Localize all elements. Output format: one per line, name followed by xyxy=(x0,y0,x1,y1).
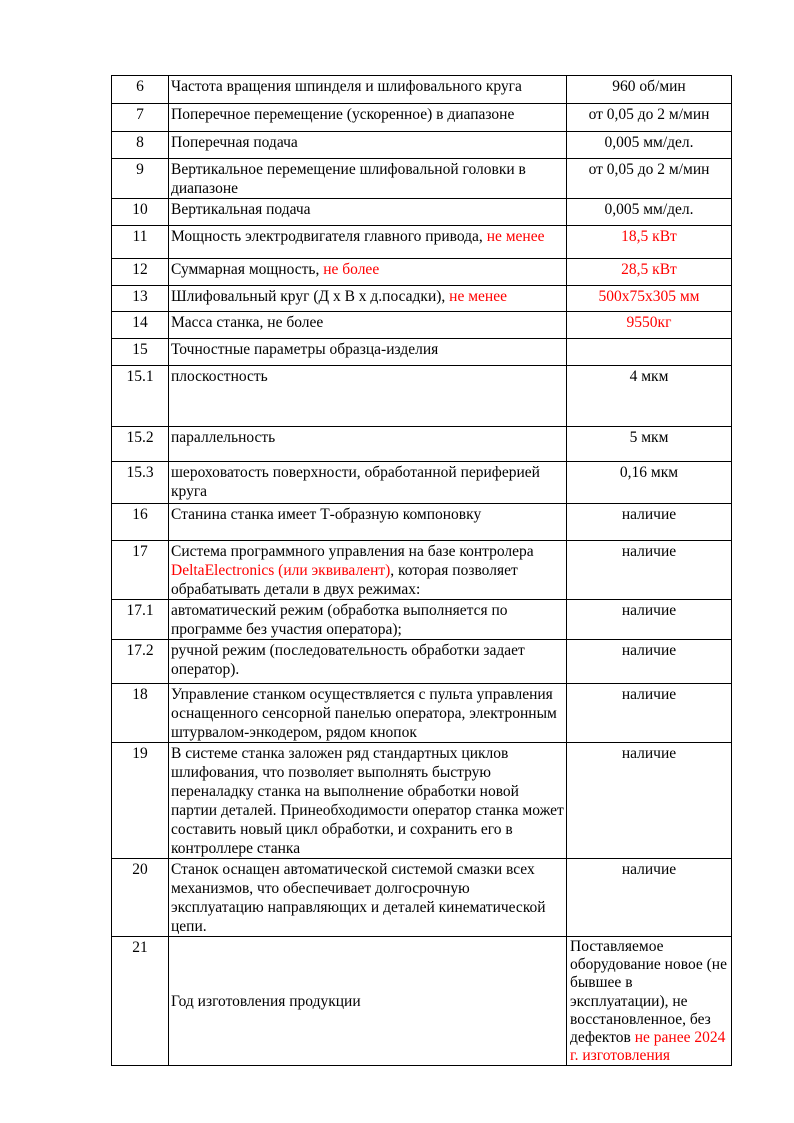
parameter-text-segment: не более xyxy=(323,261,380,278)
value-cell xyxy=(567,366,732,427)
table-row xyxy=(112,366,732,427)
parameter-text-segment: автоматический режим (обработка выполняется по программе без участия оператора); xyxy=(171,602,508,638)
parameter-cell xyxy=(169,159,567,199)
value-text-segment: наличие xyxy=(621,861,677,878)
row-number-cell: 15.3 xyxy=(112,462,169,504)
parameter-text-segment: Вертикальная подача xyxy=(171,201,311,218)
table-row xyxy=(112,427,732,462)
parameter-cell xyxy=(169,600,567,640)
parameter-text-segment: параллельность xyxy=(171,429,276,446)
value-cell xyxy=(567,640,732,684)
parameter-cell xyxy=(169,286,567,312)
parameter-cell xyxy=(169,743,567,859)
value-text-segment: 960 об/мин xyxy=(612,78,686,95)
value-text-segment: 4 мкм xyxy=(629,368,669,385)
row-number-cell: 17.1 xyxy=(112,600,169,640)
value-text-segment: от 0,05 до 2 м/мин xyxy=(588,161,710,178)
row-number-cell: 6 xyxy=(112,76,169,104)
parameter-text-segment: не менее xyxy=(486,228,545,245)
parameter-text-segment: В системе станка заложен ряд стандартных циклов шлифования, что позволяет выполнять быструю переналадку станка на выполнение обработки новой партии деталей. Принеобходимости оператор станка может составить новый цикл обработки, и сохранить его в контроллере станка xyxy=(171,745,564,857)
table-row xyxy=(112,743,732,859)
parameter-text-segment: Мощность электродвигателя главного привода, xyxy=(171,228,487,245)
parameter-cell xyxy=(169,859,567,937)
value-cell xyxy=(567,504,732,541)
parameter-text-segment: шероховатость поверхности, обработанной периферией круга xyxy=(171,464,540,500)
value-cell xyxy=(567,226,732,259)
value-text-segment: наличие xyxy=(621,506,677,523)
row-number-cell: 15.2 xyxy=(112,427,169,462)
parameter-text-segment: Шлифовальный круг (Д х В х д.посадки), xyxy=(171,288,450,305)
value-cell xyxy=(567,76,732,104)
value-text-segment: 0,16 мкм xyxy=(619,464,679,481)
parameter-text-segment: Станина станка имеет Т-образную компоновку xyxy=(171,506,482,523)
parameter-text-segment: , которая позволяет обрабатывать детали в двух режимах: xyxy=(171,562,518,598)
value-cell xyxy=(567,132,732,159)
value-cell xyxy=(567,427,732,462)
value-text-segment: наличие xyxy=(621,602,677,619)
parameter-cell xyxy=(169,104,567,132)
value-text-segment: 18,5 кВт xyxy=(621,228,677,245)
table-row xyxy=(112,286,732,312)
value-cell xyxy=(567,859,732,937)
row-number-cell: 15 xyxy=(112,339,169,366)
parameter-text-segment: Вертикальное перемещение шлифовальной головки в диапазоне xyxy=(171,161,526,197)
parameter-text-segment: Управление станком осуществляется с пульта управления оснащенного сенсорной панелью оператора, электронным штурвалом-энкодером, рядом кнопок xyxy=(171,686,557,741)
table-row xyxy=(112,199,732,226)
table-row xyxy=(112,159,732,199)
table-row xyxy=(112,462,732,504)
row-number-cell: 12 xyxy=(112,259,169,286)
parameter-cell xyxy=(169,132,567,159)
parameter-cell xyxy=(169,76,567,104)
table-row xyxy=(112,600,732,640)
value-cell xyxy=(567,159,732,199)
value-text-segment: 0,005 мм/дел. xyxy=(604,201,694,218)
value-cell xyxy=(567,684,732,743)
parameter-cell xyxy=(169,427,567,462)
value-cell xyxy=(567,286,732,312)
row-number-cell: 13 xyxy=(112,286,169,312)
value-cell xyxy=(567,937,732,1066)
row-number-cell: 21 xyxy=(112,937,169,1066)
parameter-cell xyxy=(169,366,567,427)
parameter-text-segment: Станок оснащен автоматической системой смазки всех механизмов, что обеспечивает долгосрочную эксплуатацию направляющих и деталей кинематической цепи. xyxy=(171,861,546,935)
value-text-segment: не ранее 2024 г. изготовления xyxy=(570,1029,726,1065)
parameter-text-segment: Масса станка, не более xyxy=(171,314,324,331)
parameter-text-segment: Поперечное перемещение (ускоренное) в диапазоне xyxy=(171,106,515,123)
value-text-segment: Поставляемое оборудование новое (не бывшее в эксплуатации), не восстановленное, без дефектов xyxy=(570,938,727,1047)
parameter-text-segment: DeltaElectronics (или эквивалент) xyxy=(171,562,391,579)
parameter-text-segment: не менее xyxy=(449,288,507,305)
parameter-text-segment: Поперечная подача xyxy=(171,134,298,151)
value-text-segment: 28,5 кВт xyxy=(621,261,677,278)
parameter-text-segment: Частота вращения шпинделя и шлифовального круга xyxy=(171,78,522,95)
value-text-segment: 5 мкм xyxy=(629,429,669,446)
value-cell xyxy=(567,199,732,226)
parameter-cell xyxy=(169,339,567,366)
row-number-cell: 16 xyxy=(112,504,169,541)
parameter-text-segment: ручной режим (последовательность обработки задает оператор). xyxy=(171,642,525,678)
parameter-cell xyxy=(169,226,567,259)
parameter-cell xyxy=(169,684,567,743)
value-cell xyxy=(567,743,732,859)
parameter-text-segment: Точностные параметры образца-изделия xyxy=(171,341,439,358)
table-row xyxy=(112,640,732,684)
parameter-cell xyxy=(169,504,567,541)
value-cell xyxy=(567,259,732,286)
value-text-segment: 9550кг xyxy=(626,314,672,331)
table-row xyxy=(112,937,732,1066)
row-number-cell: 14 xyxy=(112,312,169,339)
spec-table-body xyxy=(112,76,732,1066)
value-text-segment: наличие xyxy=(621,642,677,659)
table-row xyxy=(112,684,732,743)
parameter-text-segment: Год изготовления продукции xyxy=(171,993,361,1011)
value-cell xyxy=(567,541,732,600)
table-row xyxy=(112,76,732,104)
parameter-cell xyxy=(169,199,567,226)
table-row xyxy=(112,541,732,600)
parameter-cell xyxy=(169,259,567,286)
parameter-cell xyxy=(169,462,567,504)
row-number-cell: 7 xyxy=(112,104,169,132)
row-number-cell: 11 xyxy=(112,226,169,259)
table-row xyxy=(112,226,732,259)
parameter-text-segment: Система программного управления на базе контролера xyxy=(171,543,534,560)
row-number-cell: 18 xyxy=(112,684,169,743)
row-number-cell: 10 xyxy=(112,199,169,226)
row-number-cell: 20 xyxy=(112,859,169,937)
parameter-text-segment: плоскостность xyxy=(171,368,268,385)
table-row xyxy=(112,504,732,541)
spec-table xyxy=(111,75,732,1066)
value-cell xyxy=(567,462,732,504)
value-text-segment: 0,005 мм/дел. xyxy=(604,134,694,151)
value-cell xyxy=(567,104,732,132)
row-number-cell: 17.2 xyxy=(112,640,169,684)
value-text-segment: от 0,05 до 2 м/мин xyxy=(588,106,710,123)
parameter-cell xyxy=(169,541,567,600)
row-number-cell: 19 xyxy=(112,743,169,859)
table-row xyxy=(112,259,732,286)
parameter-cell xyxy=(169,312,567,339)
value-text-segment: наличие xyxy=(621,745,677,762)
value-cell xyxy=(567,339,732,366)
value-text-segment: наличие xyxy=(621,543,677,560)
value-text-segment: наличие xyxy=(621,686,677,703)
table-row xyxy=(112,859,732,937)
table-row xyxy=(112,132,732,159)
parameter-cell xyxy=(169,937,567,1066)
value-cell xyxy=(567,600,732,640)
table-row xyxy=(112,312,732,339)
row-number-cell: 8 xyxy=(112,132,169,159)
row-number-cell: 17 xyxy=(112,541,169,600)
table-row xyxy=(112,339,732,366)
value-cell xyxy=(567,312,732,339)
value-text-segment: 500х75х305 мм xyxy=(598,288,700,305)
parameter-text-segment: Суммарная мощность, xyxy=(171,261,324,278)
row-number-cell: 15.1 xyxy=(112,366,169,427)
table-row xyxy=(112,104,732,132)
parameter-cell xyxy=(169,640,567,684)
row-number-cell: 9 xyxy=(112,159,169,199)
